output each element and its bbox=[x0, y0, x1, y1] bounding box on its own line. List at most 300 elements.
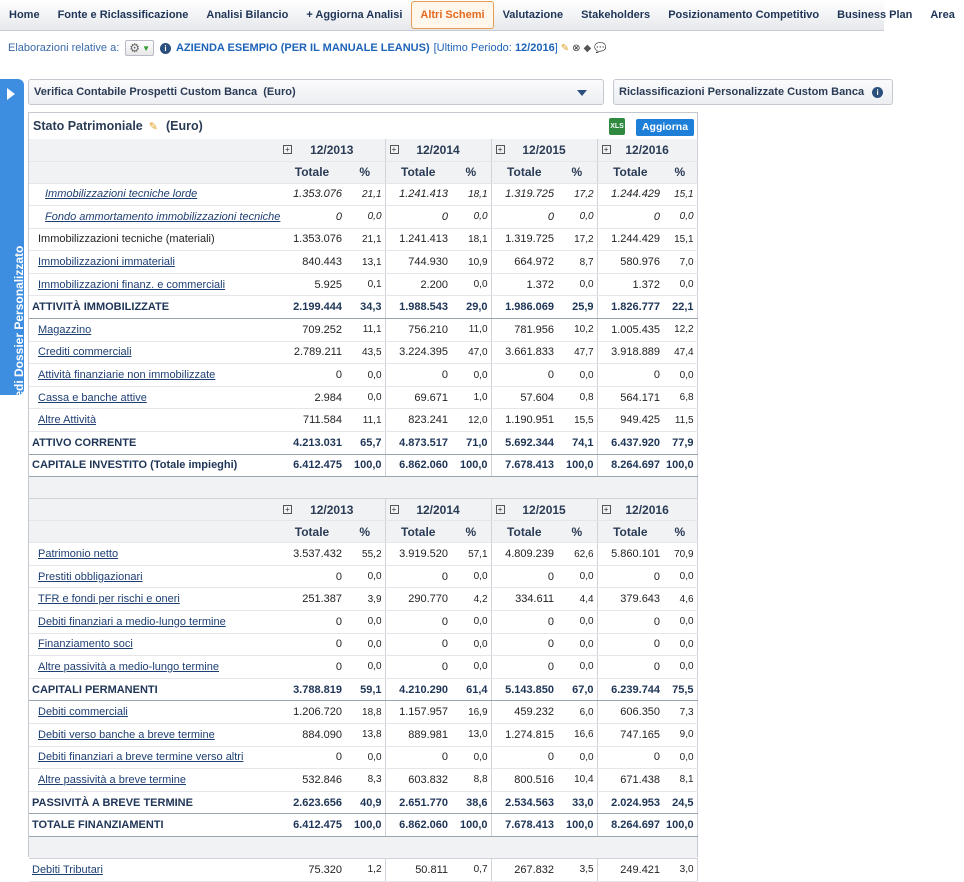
expand-icon[interactable]: + bbox=[602, 505, 611, 514]
cell-val: 711.584 bbox=[279, 409, 345, 432]
col-pct-header: % bbox=[663, 161, 697, 183]
cell-val: 4.809.239 bbox=[491, 543, 557, 566]
cell-pct: 13,1 bbox=[345, 251, 385, 274]
cell-pct: 0,0 bbox=[345, 656, 385, 679]
cell-val: 0 bbox=[279, 206, 345, 229]
cell-pct: 3,9 bbox=[345, 588, 385, 611]
table-row bbox=[29, 588, 697, 611]
row-label-link[interactable]: Debiti verso banche a breve termine bbox=[38, 728, 215, 741]
cell-pct: 10,4 bbox=[557, 769, 597, 792]
cell-pct: 0,0 bbox=[345, 633, 385, 656]
row-label: Immobilizzazioni tecniche (materiali) bbox=[38, 233, 215, 246]
cell-pct: 75,5 bbox=[663, 678, 697, 701]
cell-pct: 47,0 bbox=[451, 341, 491, 364]
table-row bbox=[29, 565, 697, 588]
cell-val: 0 bbox=[385, 611, 451, 634]
cell-val: 2.623.656 bbox=[279, 791, 345, 814]
separator-row bbox=[29, 477, 697, 499]
cell-val: 781.956 bbox=[491, 319, 557, 342]
row-label-link[interactable]: Magazzino bbox=[38, 323, 92, 336]
edit-icon[interactable]: ✎ bbox=[560, 42, 570, 54]
cell-val: 2.984 bbox=[279, 386, 345, 409]
cell-val: 1.241.413 bbox=[385, 183, 451, 206]
cell-pct: 11,1 bbox=[345, 319, 385, 342]
row-label-link[interactable]: Crediti commerciali bbox=[38, 346, 132, 359]
cell-val: 532.846 bbox=[279, 769, 345, 792]
cell-val: 0 bbox=[385, 565, 451, 588]
nav-item-9[interactable]: Area bbox=[930, 9, 955, 21]
company-name: AZIENDA ESEMPIO (PER IL MANUALE LEANUS) bbox=[175, 42, 430, 54]
cell-val: 800.516 bbox=[491, 769, 557, 792]
cell-val: 50.811 bbox=[385, 858, 451, 881]
cell-val: 1.826.777 bbox=[597, 296, 663, 319]
cell-val: 5.143.850 bbox=[491, 678, 557, 701]
cell-pct: 24,5 bbox=[663, 791, 697, 814]
cell-val: 5.925 bbox=[279, 273, 345, 296]
cell-val: 0 bbox=[597, 206, 663, 229]
row-label-link[interactable]: Immobilizzazioni tecniche lorde bbox=[45, 188, 198, 201]
cell-pct: 0,0 bbox=[557, 746, 597, 769]
row-label: TOTALE FINANZIAMENTI bbox=[32, 819, 164, 832]
expand-icon[interactable]: + bbox=[283, 145, 292, 154]
cell-val: 3.661.833 bbox=[491, 341, 557, 364]
cell-val: 1.353.076 bbox=[279, 228, 345, 251]
cell-pct: 12,0 bbox=[451, 409, 491, 432]
table-row bbox=[29, 273, 697, 296]
cell-pct: 1,0 bbox=[451, 386, 491, 409]
cell-val: 0 bbox=[491, 206, 557, 229]
cell-pct: 0,0 bbox=[451, 633, 491, 656]
cell-val: 2.651.770 bbox=[385, 791, 451, 814]
cell-pct: 0,0 bbox=[557, 633, 597, 656]
table-row bbox=[29, 341, 697, 364]
cell-pct: 0,0 bbox=[663, 746, 697, 769]
cell-val: 6.239.744 bbox=[597, 678, 663, 701]
cell-pct: 0,0 bbox=[663, 633, 697, 656]
cell-pct: 71,0 bbox=[451, 432, 491, 455]
column-header-row bbox=[29, 161, 697, 183]
cell-pct: 38,6 bbox=[451, 791, 491, 814]
cell-pct: 0,0 bbox=[557, 273, 597, 296]
nav-item-6[interactable]: Stakeholders bbox=[581, 9, 651, 21]
balance-sheet-panel bbox=[28, 112, 698, 876]
cell-pct: 59,1 bbox=[345, 678, 385, 701]
cell-val: 603.832 bbox=[385, 769, 451, 792]
cell-pct: 17,2 bbox=[557, 228, 597, 251]
cell-pct: 0,0 bbox=[345, 611, 385, 634]
context-label: Elaborazioni relative a: bbox=[8, 42, 120, 54]
cell-val: 0 bbox=[597, 633, 663, 656]
cell-val: 0 bbox=[597, 364, 663, 387]
scheme-dropdown[interactable] bbox=[28, 79, 604, 105]
cell-pct: 12,2 bbox=[663, 319, 697, 342]
cell-pct: 0,0 bbox=[345, 386, 385, 409]
cell-val: 75.320 bbox=[279, 858, 345, 881]
cell-pct: 0,7 bbox=[451, 858, 491, 881]
col-total-header: Totale bbox=[385, 161, 451, 183]
table-row bbox=[29, 543, 697, 566]
nav-item-2[interactable]: Analisi Bilancio bbox=[206, 9, 289, 21]
row-label-link[interactable]: Debiti finanziari a breve termine verso altri bbox=[38, 751, 244, 764]
cell-val: 8.264.697 bbox=[597, 454, 663, 477]
cell-val: 0 bbox=[385, 746, 451, 769]
cell-val: 459.232 bbox=[491, 701, 557, 724]
cell-val: 1.353.076 bbox=[279, 183, 345, 206]
row-label-link[interactable]: Cassa e banche attive bbox=[38, 391, 147, 404]
cell-val: 1.319.725 bbox=[491, 228, 557, 251]
col-total-header: Totale bbox=[491, 521, 557, 543]
cell-val: 1.986.069 bbox=[491, 296, 557, 319]
custom-reclass-label: Riclassificazioni Personalizzate Custom Banca bbox=[619, 86, 865, 98]
cell-val: 1.190.951 bbox=[491, 409, 557, 432]
table-row bbox=[29, 656, 697, 679]
cell-val: 6.412.475 bbox=[279, 814, 345, 837]
cell-val: 671.438 bbox=[597, 769, 663, 792]
cell-pct: 0,0 bbox=[451, 746, 491, 769]
expand-icon[interactable]: + bbox=[496, 145, 505, 154]
expand-icon[interactable]: + bbox=[283, 505, 292, 514]
table-row bbox=[29, 296, 697, 319]
expand-icon[interactable]: + bbox=[390, 505, 399, 514]
table-row bbox=[29, 319, 697, 342]
cell-val: 1.244.429 bbox=[597, 228, 663, 251]
cell-pct: 0,8 bbox=[557, 386, 597, 409]
cell-val: 2.199.444 bbox=[279, 296, 345, 319]
dossier-side-tab[interactable] bbox=[0, 79, 26, 427]
cell-pct: 33,0 bbox=[557, 791, 597, 814]
table-row bbox=[29, 814, 697, 837]
table-row bbox=[29, 723, 697, 746]
refresh-button[interactable]: Aggiorna bbox=[636, 119, 694, 136]
info-icon[interactable]: i bbox=[872, 87, 883, 98]
expand-icon[interactable]: + bbox=[602, 145, 611, 154]
cell-val: 889.981 bbox=[385, 723, 451, 746]
cell-val: 249.421 bbox=[597, 858, 663, 881]
cell-val: 1.988.543 bbox=[385, 296, 451, 319]
info-icon[interactable]: i bbox=[160, 43, 171, 54]
cell-pct: 100,0 bbox=[451, 814, 491, 837]
cell-val: 0 bbox=[597, 565, 663, 588]
cell-pct: 13,8 bbox=[345, 723, 385, 746]
cell-val: 2.024.953 bbox=[597, 791, 663, 814]
cell-val: 0 bbox=[279, 611, 345, 634]
chevron-down-icon bbox=[577, 90, 587, 96]
cell-val: 2.789.211 bbox=[279, 341, 345, 364]
cell-val: 5.692.344 bbox=[491, 432, 557, 455]
cell-pct: 0,0 bbox=[451, 273, 491, 296]
cell-pct: 100,0 bbox=[663, 814, 697, 837]
cell-pct: 0,0 bbox=[557, 206, 597, 229]
row-label: CAPITALE INVESTITO (Totale impieghi) bbox=[32, 459, 238, 472]
cell-val: 0 bbox=[279, 746, 345, 769]
top-nav bbox=[0, 0, 955, 31]
cell-val: 0 bbox=[279, 633, 345, 656]
cell-val: 6.412.475 bbox=[279, 454, 345, 477]
cell-val: 0 bbox=[491, 633, 557, 656]
caret-down-icon: ▼ bbox=[142, 43, 150, 53]
cell-pct: 4,2 bbox=[451, 588, 491, 611]
panel-header bbox=[29, 113, 697, 139]
table-row bbox=[29, 409, 697, 432]
period-header: + 12/2013 bbox=[279, 139, 385, 161]
cell-pct: 4,4 bbox=[557, 588, 597, 611]
table-row bbox=[29, 454, 697, 477]
cell-val: 606.350 bbox=[597, 701, 663, 724]
cell-pct: 1,2 bbox=[345, 858, 385, 881]
row-label-link[interactable]: Attività finanziarie non immobilizzate bbox=[38, 369, 216, 382]
custom-reclass-button[interactable] bbox=[613, 79, 893, 105]
cell-val: 0 bbox=[385, 206, 451, 229]
cell-pct: 15,5 bbox=[557, 409, 597, 432]
cell-pct: 21,1 bbox=[345, 228, 385, 251]
period-header: + 12/2016 bbox=[597, 139, 697, 161]
panel-currency: (Euro) bbox=[165, 119, 203, 133]
period-header: + 12/2014 bbox=[385, 499, 491, 521]
table-row bbox=[29, 432, 697, 455]
cell-pct: 100,0 bbox=[345, 814, 385, 837]
column-header-row bbox=[29, 521, 697, 543]
col-total-header: Totale bbox=[385, 521, 451, 543]
table-row bbox=[29, 228, 697, 251]
cell-val: 0 bbox=[279, 364, 345, 387]
cell-val: 580.976 bbox=[597, 251, 663, 274]
col-total-header: Totale bbox=[279, 161, 345, 183]
table-row bbox=[29, 746, 697, 769]
expand-icon[interactable]: + bbox=[390, 145, 399, 154]
cell-val: 7.678.413 bbox=[491, 814, 557, 837]
cell-val: 0 bbox=[385, 633, 451, 656]
cell-pct: 16,6 bbox=[557, 723, 597, 746]
cell-pct: 0,0 bbox=[345, 206, 385, 229]
cell-pct: 100,0 bbox=[557, 454, 597, 477]
cell-pct: 77,9 bbox=[663, 432, 697, 455]
side-tab-label: Richiedi Dossier Personalizzato bbox=[12, 245, 26, 427]
cell-val: 0 bbox=[597, 656, 663, 679]
cell-pct: 40,9 bbox=[345, 791, 385, 814]
cell-pct: 16,9 bbox=[451, 701, 491, 724]
table-row bbox=[29, 701, 697, 724]
cell-pct: 0,0 bbox=[451, 656, 491, 679]
cell-pct: 9,0 bbox=[663, 723, 697, 746]
close-circle-icon[interactable]: ⊗ bbox=[572, 42, 581, 54]
tag-icon[interactable]: ◆ bbox=[583, 42, 592, 54]
row-label-link[interactable]: Debiti commerciali bbox=[38, 706, 128, 719]
cell-val: 564.171 bbox=[597, 386, 663, 409]
cell-pct: 74,1 bbox=[557, 432, 597, 455]
nav-item-8[interactable]: Business Plan bbox=[837, 9, 913, 21]
cell-pct: 47,4 bbox=[663, 341, 697, 364]
cell-val: 0 bbox=[597, 746, 663, 769]
cell-val: 1.319.725 bbox=[491, 183, 557, 206]
table-row bbox=[29, 678, 697, 701]
period-info: [Ultimo Periodo: 12/2016] bbox=[433, 42, 558, 54]
cell-pct: 61,4 bbox=[451, 678, 491, 701]
cell-val: 884.090 bbox=[279, 723, 345, 746]
nav-item-7[interactable]: Posizionamento Competitivo bbox=[668, 9, 820, 21]
col-pct-header: % bbox=[451, 161, 491, 183]
cell-pct: 15,1 bbox=[663, 228, 697, 251]
excel-export-icon[interactable]: XLS bbox=[609, 118, 625, 135]
cell-val: 5.860.101 bbox=[597, 543, 663, 566]
row-label-link[interactable]: Immobilizzazioni immateriali bbox=[38, 256, 175, 269]
row-label-link[interactable]: Altre passività a breve termine bbox=[38, 773, 186, 786]
row-label: PASSIVITÀ A BREVE TERMINE bbox=[32, 796, 193, 809]
cell-pct: 8,7 bbox=[557, 251, 597, 274]
row-label-link[interactable]: Fondo ammortamento immobilizzazioni tecniche bbox=[45, 210, 281, 223]
cell-val: 0 bbox=[385, 656, 451, 679]
cell-val: 0 bbox=[491, 364, 557, 387]
col-pct-header: % bbox=[663, 521, 697, 543]
col-total-header: Totale bbox=[597, 161, 663, 183]
row-label-link[interactable]: Immobilizzazioni finanz. e commerciali bbox=[38, 278, 226, 291]
row-label-link[interactable]: Finanziamento soci bbox=[38, 638, 133, 651]
col-pct-header: % bbox=[557, 161, 597, 183]
cell-val: 1.274.815 bbox=[491, 723, 557, 746]
cell-pct: 18,1 bbox=[451, 228, 491, 251]
nav-item-4[interactable]: Altri Schemi bbox=[411, 1, 493, 29]
cell-val: 0 bbox=[491, 565, 557, 588]
cell-pct: 43,5 bbox=[345, 341, 385, 364]
col-total-header: Totale bbox=[279, 521, 345, 543]
cell-pct: 0,0 bbox=[451, 565, 491, 588]
cell-val: 3.788.819 bbox=[279, 678, 345, 701]
cell-val: 8.264.697 bbox=[597, 814, 663, 837]
cell-pct: 0,0 bbox=[663, 565, 697, 588]
edit-icon[interactable]: ✎ bbox=[148, 120, 158, 133]
cell-val: 3.919.520 bbox=[385, 543, 451, 566]
row-label: ATTIVITÀ IMMOBILIZZATE bbox=[32, 301, 170, 314]
cell-pct: 0,0 bbox=[451, 206, 491, 229]
cell-pct: 7,3 bbox=[663, 701, 697, 724]
cell-val: 747.165 bbox=[597, 723, 663, 746]
cell-val: 1.005.435 bbox=[597, 319, 663, 342]
row-label-link[interactable]: Altre passività a medio-lungo termine bbox=[38, 660, 219, 673]
cell-val: 4.210.290 bbox=[385, 678, 451, 701]
cell-val: 0 bbox=[279, 656, 345, 679]
table-row bbox=[29, 206, 697, 229]
table-row bbox=[29, 769, 697, 792]
cell-pct: 11,5 bbox=[663, 409, 697, 432]
cell-pct: 17,2 bbox=[557, 183, 597, 206]
cell-val: 0 bbox=[385, 364, 451, 387]
cell-val: 709.252 bbox=[279, 319, 345, 342]
cell-val: 1.244.429 bbox=[597, 183, 663, 206]
panel-title: Stato Patrimoniale bbox=[33, 119, 143, 133]
cell-val: 949.425 bbox=[597, 409, 663, 432]
gear-icon: ⚙ bbox=[129, 41, 141, 55]
nav-item-0[interactable]: Home bbox=[9, 9, 40, 21]
cell-pct: 0,0 bbox=[451, 364, 491, 387]
cell-pct: 8,8 bbox=[451, 769, 491, 792]
cell-pct: 8,3 bbox=[345, 769, 385, 792]
nav-item-5[interactable]: Valutazione bbox=[502, 9, 564, 21]
settings-dropdown[interactable] bbox=[125, 40, 154, 56]
cell-pct: 22,1 bbox=[663, 296, 697, 319]
period-header: + 12/2015 bbox=[491, 499, 597, 521]
cell-pct: 70,9 bbox=[663, 543, 697, 566]
cell-val: 6.862.060 bbox=[385, 454, 451, 477]
cell-val: 4.213.031 bbox=[279, 432, 345, 455]
cell-pct: 6,0 bbox=[557, 701, 597, 724]
col-total-header: Totale bbox=[597, 521, 663, 543]
cell-pct: 0,0 bbox=[663, 364, 697, 387]
cell-pct: 47,7 bbox=[557, 341, 597, 364]
cell-pct: 0,0 bbox=[345, 746, 385, 769]
cell-pct: 3,5 bbox=[557, 858, 597, 881]
cell-pct: 55,2 bbox=[345, 543, 385, 566]
col-pct-header: % bbox=[345, 521, 385, 543]
table-row bbox=[29, 611, 697, 634]
row-label-link[interactable]: Altre Attività bbox=[38, 414, 97, 427]
cell-val: 1.372 bbox=[491, 273, 557, 296]
cell-pct: 34,3 bbox=[345, 296, 385, 319]
row-label-link[interactable]: Patrimonio netto bbox=[38, 548, 119, 561]
cell-pct: 18,8 bbox=[345, 701, 385, 724]
cell-pct: 0,0 bbox=[557, 565, 597, 588]
cell-pct: 11,0 bbox=[451, 319, 491, 342]
cell-pct: 67,0 bbox=[557, 678, 597, 701]
cell-val: 6.437.920 bbox=[597, 432, 663, 455]
cell-val: 3.224.395 bbox=[385, 341, 451, 364]
nav-item-3[interactable]: + Aggiorna Analisi bbox=[306, 9, 403, 21]
balance-sheet-table bbox=[29, 139, 698, 882]
cell-val: 3.537.432 bbox=[279, 543, 345, 566]
table-row bbox=[29, 858, 697, 881]
cell-pct: 4,6 bbox=[663, 588, 697, 611]
row-label-link[interactable]: Prestiti obbligazionari bbox=[38, 570, 143, 583]
col-pct-header: % bbox=[345, 161, 385, 183]
cell-val: 6.862.060 bbox=[385, 814, 451, 837]
cell-pct: 13,0 bbox=[451, 723, 491, 746]
cell-val: 0 bbox=[279, 565, 345, 588]
cell-pct: 0,0 bbox=[663, 656, 697, 679]
cell-pct: 10,2 bbox=[557, 319, 597, 342]
table-row bbox=[29, 386, 697, 409]
cell-val: 290.770 bbox=[385, 588, 451, 611]
cell-val: 334.611 bbox=[491, 588, 557, 611]
row-label-link[interactable]: Debiti Tributari bbox=[32, 863, 103, 876]
row-label-link[interactable]: Debiti finanziari a medio-lungo termine bbox=[38, 615, 226, 628]
period-header: + 12/2014 bbox=[385, 139, 491, 161]
cell-pct: 100,0 bbox=[557, 814, 597, 837]
cell-val: 744.930 bbox=[385, 251, 451, 274]
cell-pct: 10,9 bbox=[451, 251, 491, 274]
cell-pct: 0,0 bbox=[557, 611, 597, 634]
period-header-row bbox=[29, 499, 697, 521]
cell-val: 267.832 bbox=[491, 858, 557, 881]
cell-val: 0 bbox=[491, 746, 557, 769]
expand-icon[interactable]: + bbox=[496, 505, 505, 514]
comment-icon[interactable]: 💬 bbox=[594, 42, 607, 54]
table-row bbox=[29, 791, 697, 814]
table-row bbox=[29, 633, 697, 656]
row-label-link[interactable]: TFR e fondi per rischi e oneri bbox=[38, 593, 180, 606]
period-header: + 12/2016 bbox=[597, 499, 697, 521]
cell-pct: 25,9 bbox=[557, 296, 597, 319]
period-header-row bbox=[29, 139, 697, 161]
period-header: + 12/2013 bbox=[279, 499, 385, 521]
cell-val: 664.972 bbox=[491, 251, 557, 274]
cell-val: 57.604 bbox=[491, 386, 557, 409]
cell-pct: 62,6 bbox=[557, 543, 597, 566]
cell-val: 0 bbox=[491, 656, 557, 679]
cell-pct: 6,8 bbox=[663, 386, 697, 409]
nav-item-1[interactable]: Fonte e Riclassificazione bbox=[57, 9, 189, 21]
cell-val: 379.643 bbox=[597, 588, 663, 611]
cell-pct: 15,1 bbox=[663, 183, 697, 206]
col-pct-header: % bbox=[451, 521, 491, 543]
cell-pct: 11,1 bbox=[345, 409, 385, 432]
